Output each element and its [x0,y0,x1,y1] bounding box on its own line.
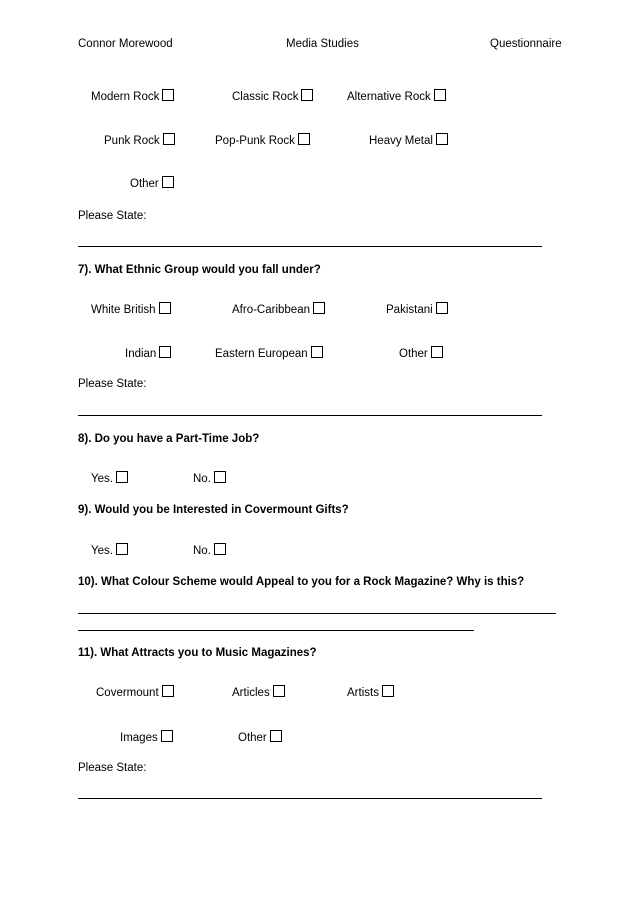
checkbox[interactable] [214,543,226,555]
answer-line[interactable] [78,246,542,247]
checkbox[interactable] [273,685,285,697]
checkbox[interactable] [163,133,175,145]
option-label: Heavy Metal [369,135,433,147]
checkbox[interactable] [382,685,394,697]
option-punk-rock [104,133,175,148]
option-images [120,730,173,745]
option-label: Other [238,732,267,744]
option-label: Yes. [91,473,113,485]
checkbox[interactable] [214,471,226,483]
option-modern-rock [91,89,174,104]
option-label: Afro-Caribbean [232,304,310,316]
checkbox[interactable] [116,471,128,483]
option-classic-rock [232,89,313,104]
please-state-label: Please State: [78,378,147,390]
checkbox[interactable] [162,685,174,697]
checkbox[interactable] [436,302,448,314]
checkbox[interactable] [431,346,443,358]
checkbox[interactable] [159,346,171,358]
answer-line[interactable] [78,798,542,799]
checkbox[interactable] [162,176,174,188]
answer-line[interactable] [78,613,556,614]
option-articles [232,685,285,700]
question-8: 8). Do you have a Part-Time Job? [78,433,260,445]
option-label: No. [193,545,211,557]
question-10: 10). What Colour Scheme would Appeal to you for a Rock Magazine? Why is this? [78,576,525,588]
option-yes [91,471,128,486]
answer-line[interactable] [78,630,474,631]
option-label: Modern Rock [91,91,160,103]
option-white-british [91,302,171,317]
checkbox[interactable] [434,89,446,101]
option-label: Alternative Rock [347,91,431,103]
option-no [193,471,226,486]
checkbox[interactable] [116,543,128,555]
option-alternative-rock [347,89,446,104]
option-other [130,176,174,191]
answer-line[interactable] [78,415,542,416]
question-9: 9). Would you be Interested in Covermount Gifts? [78,504,349,516]
please-state-label: Please State: [78,762,147,774]
checkbox[interactable] [313,302,325,314]
option-yes [91,543,128,558]
option-no [193,543,226,558]
option-other [399,346,443,361]
checkbox[interactable] [436,133,448,145]
option-label: Yes. [91,545,113,557]
option-label: Indian [125,348,157,360]
checkbox[interactable] [161,730,173,742]
option-covermount [96,685,174,700]
option-heavy-metal [369,133,448,148]
option-indian [125,346,171,361]
option-label: Artists [347,687,379,699]
option-other [238,730,282,745]
option-label: Pakistani [386,304,433,316]
checkbox[interactable] [162,89,174,101]
option-label: No. [193,473,211,485]
option-label: Images [120,732,158,744]
option-label: Pop-Punk Rock [215,135,295,147]
header-doc-type: Questionnaire [490,38,562,50]
option-label: Punk Rock [104,135,160,147]
option-label: Other [130,178,159,190]
option-label: Covermount [96,687,159,699]
option-label: Other [399,348,428,360]
checkbox[interactable] [298,133,310,145]
question-11: 11). What Attracts you to Music Magazines? [78,647,317,659]
option-label: Classic Rock [232,91,299,103]
checkbox[interactable] [270,730,282,742]
header-author: Connor Morewood [78,38,173,50]
option-pakistani [386,302,448,317]
checkbox[interactable] [301,89,313,101]
header-subject: Media Studies [286,38,359,50]
option-label: Eastern European [215,348,308,360]
option-label: Articles [232,687,270,699]
option-pop-punk-rock [215,133,310,148]
option-artists [347,685,394,700]
option-eastern-european [215,346,323,361]
checkbox[interactable] [311,346,323,358]
option-label: White British [91,304,156,316]
option-afro-caribbean [232,302,325,317]
checkbox[interactable] [159,302,171,314]
please-state-label: Please State: [78,210,147,222]
question-7: 7). What Ethnic Group would you fall under? [78,264,321,276]
